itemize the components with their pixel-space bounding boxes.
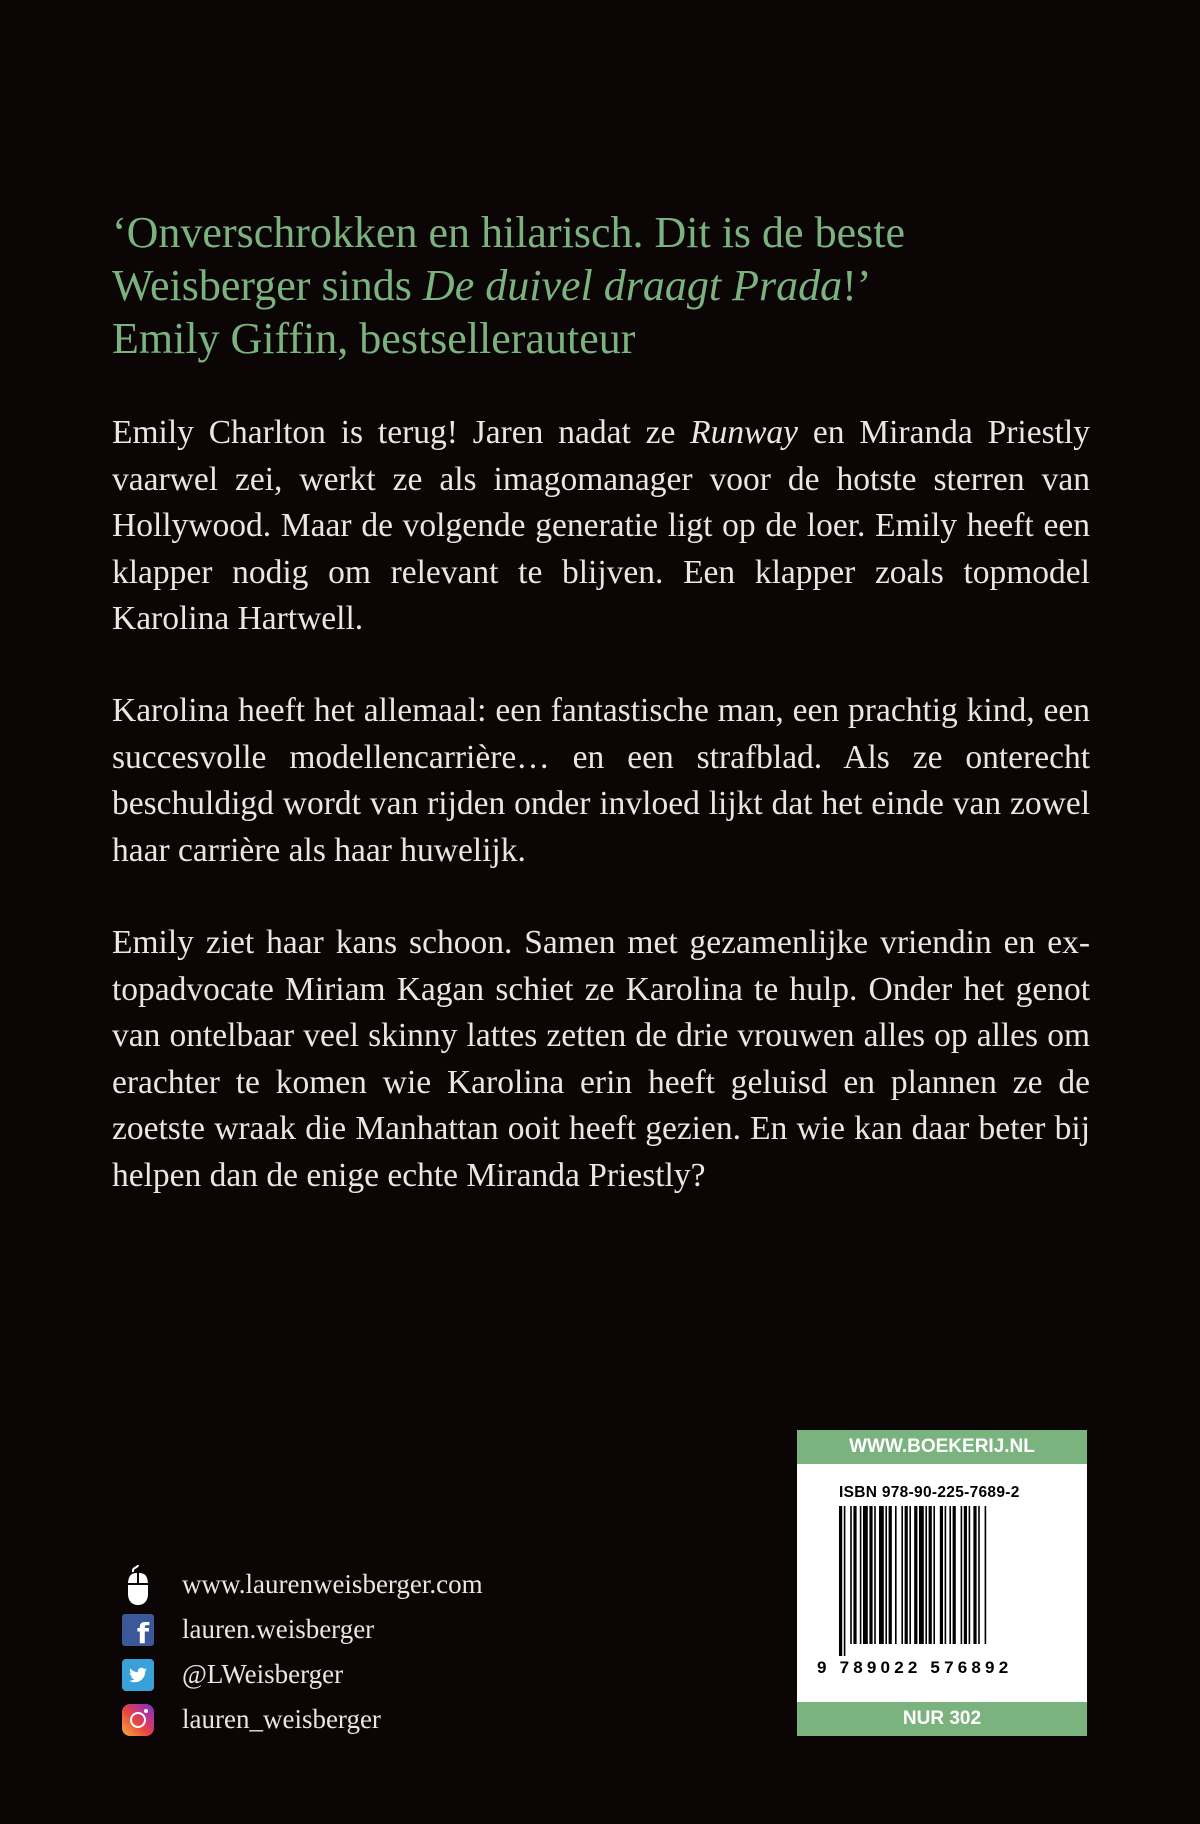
barcode-bar xyxy=(919,1506,924,1644)
barcode-bar xyxy=(953,1506,956,1644)
barcode-bar xyxy=(969,1506,971,1644)
quote-line-2-start: Weisberger sinds xyxy=(112,261,423,310)
blurb-magazine-title: Runway xyxy=(690,414,799,451)
website-row[interactable] xyxy=(122,1562,642,1607)
barcode-bar xyxy=(901,1506,903,1644)
blurb-p1-start: Emily Charlton is terug! Jaren nadat ze xyxy=(112,414,691,451)
blurb-paragraph-1 xyxy=(112,410,1090,643)
barcode-bars xyxy=(839,1506,1051,1656)
blurb-paragraph-3: Emily ziet haar kans schoon. Samen met gezamenlijke vriendin en ex-topadvocate Miriam Kagan schiet ze Karolina te hulp. Onder het genot van ontelbaar veel skinny lattes zetten de drie vrouwen alles op alles om erachter te komen wie Karolina erin heeft geluisd en plannen ze de zoetste wraak die Manhattan ooit heeft gezien. En wie kan daar beter bij helpen dan de enige echte Miranda Priestly? xyxy=(112,924,1090,1194)
isbn-number: ISBN 978-90-225-7689-2 xyxy=(839,1484,1020,1501)
barcode-bar xyxy=(964,1506,967,1644)
barcode-bar xyxy=(978,1506,980,1644)
twitter-icon xyxy=(122,1659,154,1691)
barcode-bar xyxy=(860,1506,862,1644)
barcode-bar xyxy=(961,1506,963,1644)
quote-book-title: De duivel draagt Prada xyxy=(422,261,843,310)
barcode-bar xyxy=(874,1506,876,1644)
barcode-bar xyxy=(850,1506,852,1644)
barcode-bar xyxy=(885,1506,887,1644)
barcode-bar xyxy=(895,1506,897,1644)
barcode-bar xyxy=(973,1506,976,1644)
facebook-handle[interactable]: lauren.weisberger xyxy=(182,1614,375,1644)
twitter-handle[interactable]: @LWeisberger xyxy=(182,1659,344,1689)
quote-attribution: Emily Giffin, bestsellerauteur xyxy=(112,314,636,363)
twitter-row[interactable] xyxy=(122,1652,642,1697)
barcode-bar xyxy=(940,1506,943,1644)
instagram-handle[interactable]: lauren_weisberger xyxy=(182,1704,381,1734)
barcode-bar xyxy=(933,1506,935,1644)
instagram-icon xyxy=(122,1704,154,1736)
barcode-bar xyxy=(879,1506,884,1644)
barcode-bar xyxy=(925,1506,927,1644)
quote-line-2-end: !’ xyxy=(842,261,872,310)
barcode-bar xyxy=(909,1506,911,1644)
barcode-bar xyxy=(863,1506,868,1644)
barcode-bar xyxy=(985,1506,987,1644)
website-link[interactable]: www.laurenweisberger.com xyxy=(182,1569,483,1599)
barcode-bar xyxy=(945,1506,947,1644)
barcode-bar xyxy=(905,1506,908,1644)
barcode-bar xyxy=(839,1506,842,1656)
barcode-bar xyxy=(914,1506,917,1644)
author-social-links xyxy=(122,1562,642,1742)
quote-line-1: ‘Onverschrokken en hilarisch. Dit is de beste xyxy=(112,208,905,257)
blurb-paragraph-2: Karolina heeft het allemaal: een fantastische man, een prachtig kind, een succesvolle modellencarrière… en een strafblad. Als ze onterecht beschuldigd wordt van rijden onder invloed lijkt dat het einde van zowel haar carrière als haar huwelijk. xyxy=(112,692,1090,869)
barcode-panel xyxy=(797,1430,1087,1736)
barcode-bar xyxy=(949,1506,951,1644)
barcode-bar xyxy=(869,1506,872,1644)
quote-line-2 xyxy=(112,259,1102,312)
barcode-bar xyxy=(929,1506,932,1644)
facebook-icon: f xyxy=(122,1614,154,1646)
barcode-bar xyxy=(844,1506,846,1656)
ean-digits: 9 789022 576892 xyxy=(817,1658,1013,1677)
instagram-row[interactable] xyxy=(122,1697,642,1742)
nur-code: NUR 302 xyxy=(797,1702,1087,1736)
publisher-url: WWW.BOEKERIJ.NL xyxy=(797,1430,1087,1464)
facebook-row[interactable] xyxy=(122,1607,642,1652)
barcode-bar xyxy=(853,1506,856,1644)
barcode-bar xyxy=(889,1506,892,1644)
endorsement-quote xyxy=(112,206,1102,365)
computer-mouse-icon xyxy=(122,1569,154,1601)
blurb-p1-end: en Miranda Priestly vaarwel zei, werkt ze als imagomanager voor de hotste sterren van Hollywood. Maar de volgende generatie ligt op de loer. Emily heeft een klapper nodig om relevant te blijven. Een klapper zoals topmodel Karolina Hartwell. xyxy=(112,414,1090,637)
